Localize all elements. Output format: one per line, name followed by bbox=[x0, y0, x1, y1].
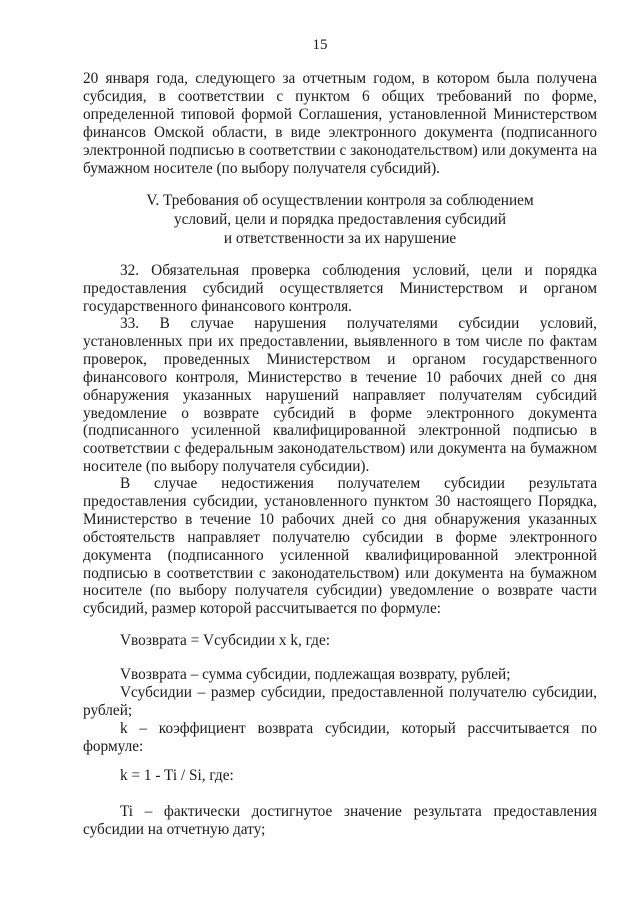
definition-k-coefficient: k – коэффициент возврата субсидии, который рассчитывается по формуле: bbox=[83, 720, 597, 755]
section-heading-line: V. Требования об осуществлении контроля за соблюдением bbox=[146, 192, 534, 209]
formula-return-amount: Vвозврата = Vсубсидии x k, где: bbox=[120, 632, 330, 649]
section-heading-line: условий, цели и порядка предоставления субсидий bbox=[173, 211, 507, 228]
paragraph-noncompliance: В случае недостижения получателем субсидии результата предоставления субсидии, установленного пунктом 30 настоящего Порядка, Министерство в течение 10 рабочих дней со дня обнаружения указанных обстоятельств направляет получателю субсидии в форме электронного документа (подписанного усиленной квалифицированной электронной подписью в соответствии с законодательством) или документа на бумажном носителе (по выбору получателя субсидии) уведомление о возврате части субсидий, размер которой рассчитывается по формуле: bbox=[83, 475, 597, 618]
formula-k: k = 1 - Ti / Si, где: bbox=[120, 767, 234, 784]
paragraph-33: 33. В случае нарушения получателями субсидии условий, установленных при их предоставлении, выявленного в том числе по фактам проверок, проведенных Министерством и органом государственного финансового контроля, Министерство в течение 10 рабочих дней со дня обнаружения указанных нарушений направляет получателям субсидий уведомление о возврате субсидий в форме электронного документа (подписанного усиленной квалифицированной электронной подписью в соответствии с федеральным законодательством) или документа на бумажном носителе (по выбору получателя субсидии). bbox=[83, 315, 597, 476]
section-heading bbox=[83, 191, 597, 248]
definition-ti: Ti – фактически достигнутое значение результата предоставления субсидии на отчетную дату; bbox=[83, 803, 597, 838]
page-number: 15 bbox=[312, 37, 328, 53]
paragraph-32: 32. Обязательная проверка соблюдения условий, цели и порядка предоставления субсидий осуществляется Министерством и органом государственного финансового контроля. bbox=[83, 262, 597, 315]
definition-v-return: Vвозврата – сумма субсидии, подлежащая возврату, рублей; bbox=[120, 666, 511, 683]
definition-v-subsidy: Vсубсидии – размер субсидии, предоставленной получателю субсидии, рублей; bbox=[83, 684, 597, 719]
section-heading-line: и ответственности за их нарушение bbox=[223, 230, 457, 247]
continuation-paragraph: 20 января года, следующего за отчетным годом, в котором была получена субсидия, в соответствии с пунктом 6 общих требований по форме, определенной типовой формой Соглашения, установленной Министерством финансов Омской области, в виде электронного документа (подписанного электронной подписью в соответствии с законодательством) или документа на бумажном носителе (по выбору получателя субсидий). bbox=[83, 70, 597, 177]
